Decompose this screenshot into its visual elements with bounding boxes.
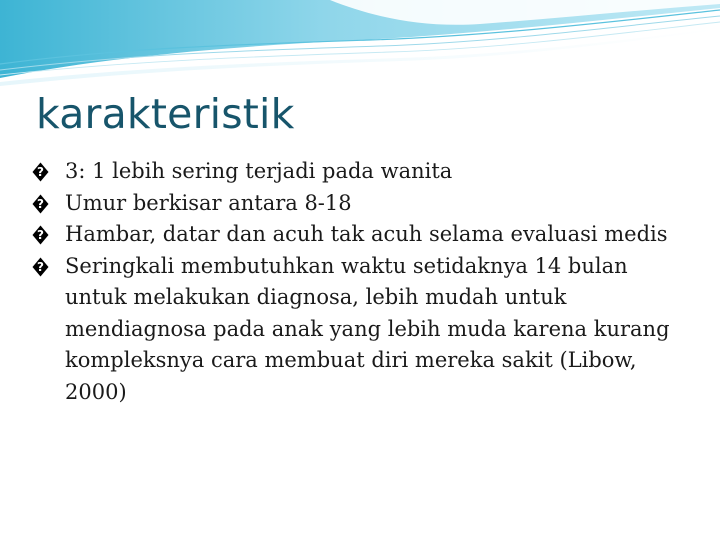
svg-text:?: ? [37,165,44,179]
missing-glyph-icon [32,257,49,277]
missing-glyph-icon [32,194,49,214]
svg-text:?: ? [37,259,44,274]
bullet-text: Umur berkisar antara 8-18 [65,190,352,215]
bullet-item [32,156,692,188]
header-wave-decoration [0,0,720,90]
bullet-item [32,219,692,251]
missing-glyph-icon [32,162,49,182]
bullet-item [32,251,692,409]
bullet-item [32,188,692,220]
slide-title: karakteristik [36,90,295,138]
bullet-text: 3: 1 lebih sering terjadi pada wanita [65,159,453,183]
svg-text:?: ? [37,228,44,242]
missing-glyph-icon [32,225,49,245]
bullet-list [32,156,692,408]
svg-text:?: ? [37,196,44,211]
bullet-text: Seringkali membutuhkan waktu setidaknya 14 bulan untuk melakukan diagnosa, lebih mudah untuk mendiagnosa pada anak yang lebih muda karena kurang kompleksnya cara membuat diri mereka sakit (Libow, 2000) [65,253,670,404]
bullet-text: Hambar, datar dan acuh tak acuh selama evaluasi medis [65,222,668,246]
